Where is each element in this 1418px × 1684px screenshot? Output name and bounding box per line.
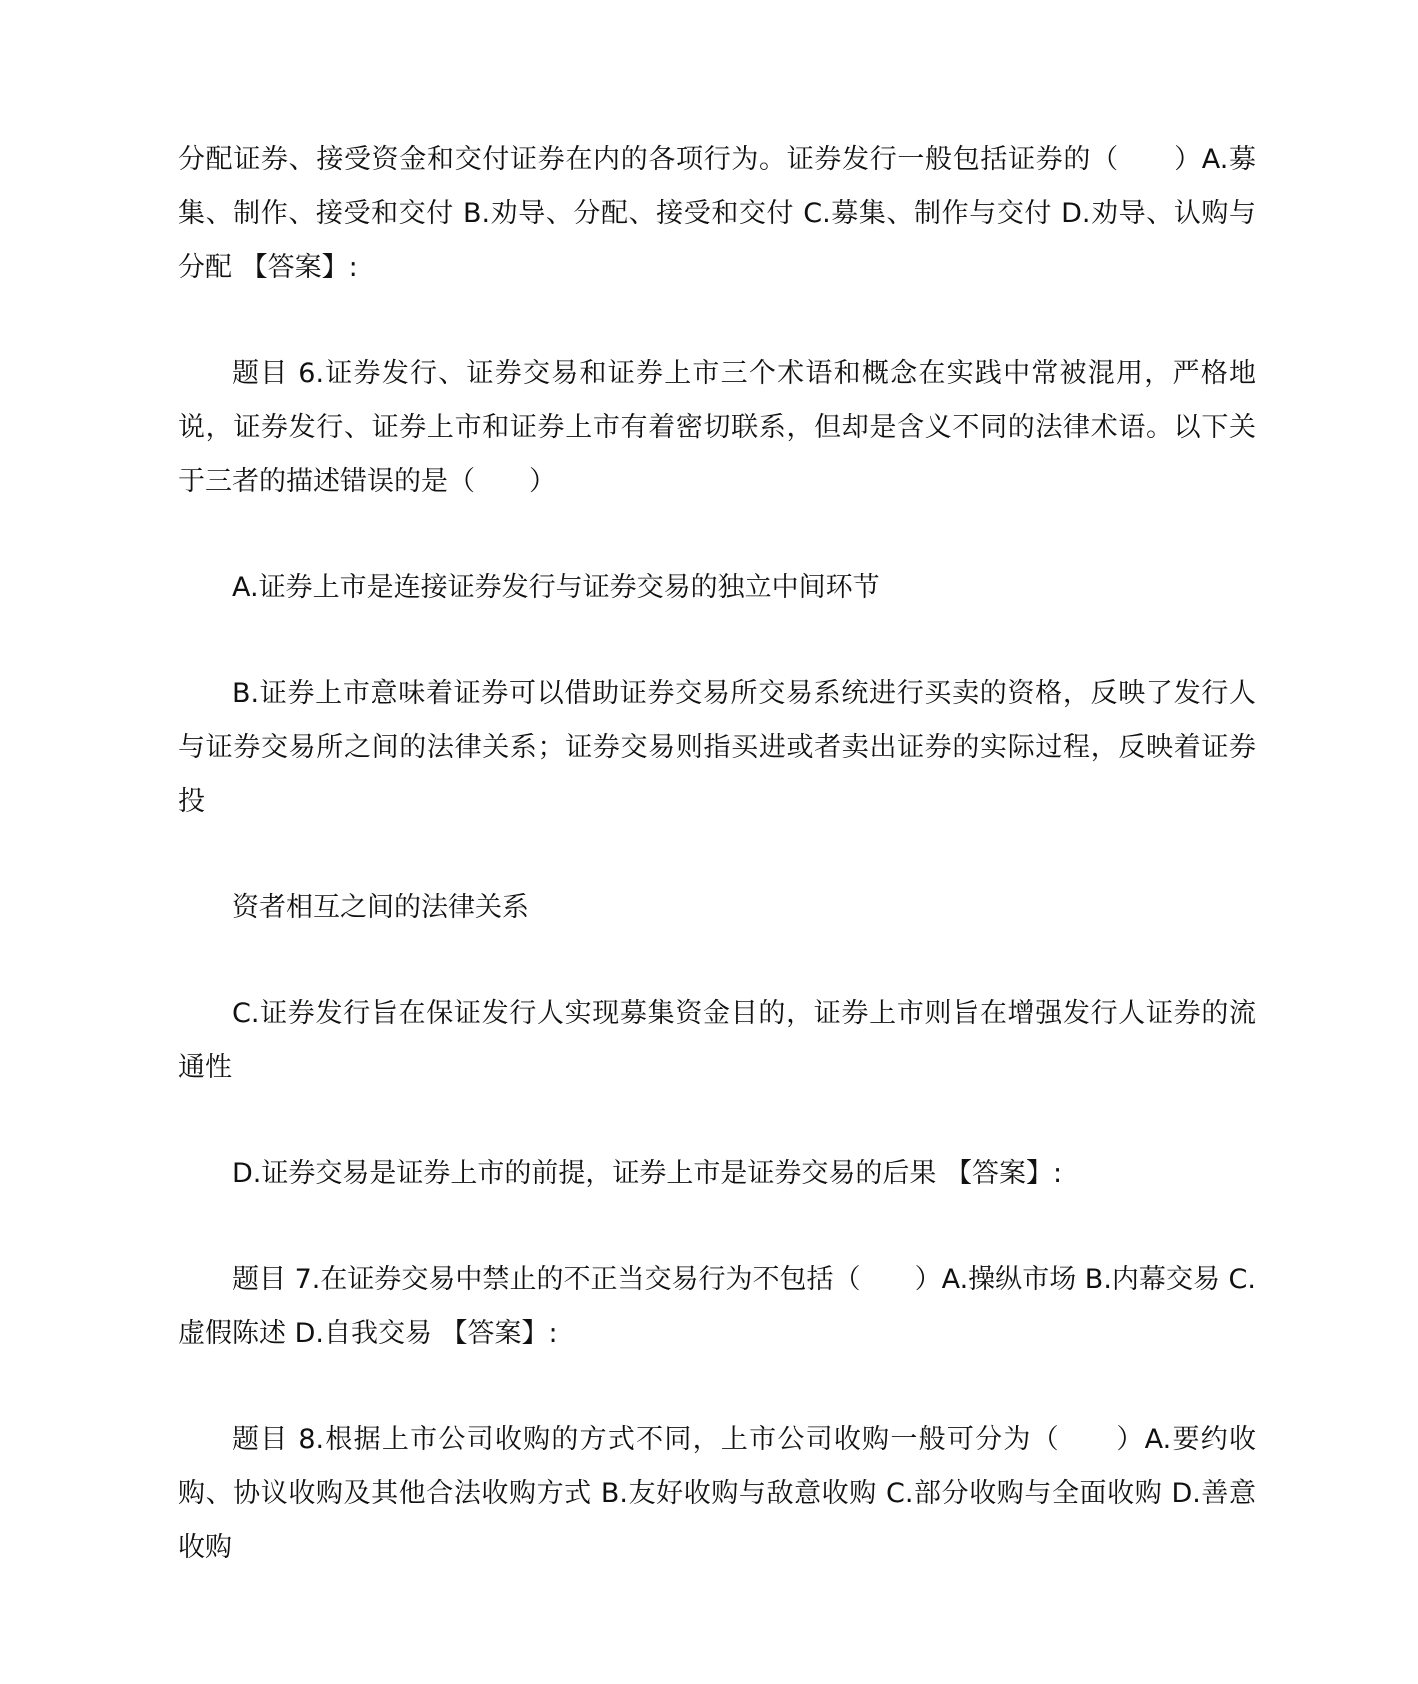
paragraph-option-a: A.证券上市是连接证券发行与证券交易的独立中间环节 — [232, 572, 880, 603]
paragraph-option-c: C.证券发行旨在保证发行人实现募集资金目的，证券上市则旨在增强发行人证券的流通性 — [178, 998, 1256, 1083]
paragraph-question-7: 题目 7.在证券交易中禁止的不正当交易行为不包括（ ）A.操纵市场 B.内幕交易 C.虚假陈述 D.自我交易 【答案】: — [178, 1264, 1256, 1349]
paragraph-option-d: D.证券交易是证券上市的前提，证券上市是证券交易的后果 【答案】: — [232, 1158, 1063, 1189]
paragraph-question-8: 题目 8.根据上市公司收购的方式不同，上市公司收购一般可分为（ ）A.要约收购、协议收购及其他合法收购方式 B.友好收购与敌意收购 C.部分收购与全面收购 D.善意收购 — [178, 1424, 1256, 1563]
document-body — [178, 133, 1256, 1575]
paragraph-question-6: 题目 6.证券发行、证券交易和证券上市三个术语和概念在实践中常被混用，严格地说，证券发行、证券上市和证券上市有着密切联系，但却是含义不同的法律术语。以下关于三者的描述错误的是（ ） — [178, 358, 1256, 497]
paragraph-question-5-options: 分配证券、接受资金和交付证券在内的各项行为。证券发行一般包括证券的（ ）A.募集、制作、接受和交付 B.劝导、分配、接受和交付 C.募集、制作与交付 D.劝导、认购与分配 【答案】: — [178, 144, 1256, 283]
paragraph-option-b: B.证券上市意味着证券可以借助证券交易所交易系统进行买卖的资格，反映了发行人与证券交易所之间的法律关系；证券交易则指买进或者卖出证券的实际过程，反映着证券投 — [178, 678, 1256, 817]
paragraph-option-b-continued: 资者相互之间的法律关系 — [232, 892, 529, 923]
